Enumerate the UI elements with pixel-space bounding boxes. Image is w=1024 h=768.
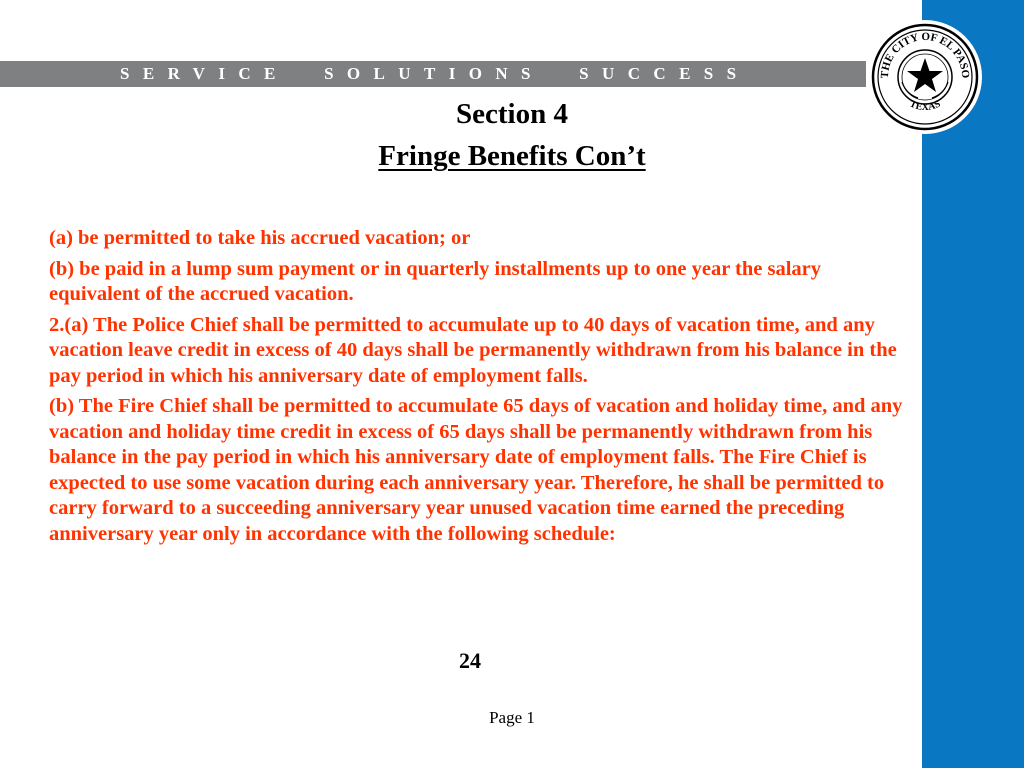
- slide-title-topic-text: Fringe Benefits Con’t: [378, 140, 646, 172]
- banner-slogan: SERVICE SOLUTIONS SUCCESS: [120, 64, 750, 83]
- body-content: [49, 226, 909, 552]
- paragraph-2b: (b) The Fire Chief shall be permitted to accumulate 65 days of vacation and holiday time, and any vacation and holiday time credit in excess of 65 days shall be permanently withdrawn from his balance in the pay period in which his anniversary date of employment falls. The Fire Chief is expected to use some vacation during each anniversary year. Therefore, he shall be permitted to carry forward to a succeeding anniversary year unused vacation time earned the preceding anniversary year only in accordance with the following schedule:: [49, 395, 903, 545]
- svg-text:THE CITY OF EL PASO: THE CITY OF EL PASO: [878, 30, 972, 79]
- paragraph-a: (a) be permitted to take his accrued vacation; or: [49, 227, 471, 249]
- slide-title-topic: [0, 139, 1024, 173]
- paragraph-b: (b) be paid in a lump sum payment or in quarterly installments up to one year the salary equivalent of the accrued vacation.: [49, 257, 822, 305]
- header-banner: [0, 61, 866, 87]
- svg-text:TEXAS: TEXAS: [907, 98, 943, 114]
- slide-number: 24: [459, 648, 481, 673]
- slide-title-section: Section 4: [456, 98, 568, 130]
- paragraph-2a: 2.(a) The Police Chief shall be permitted to accumulate up to 40 days of vacation time, and any vacation leave credit in excess of 40 days shall be permanently withdrawn from his balance in the pay period in which his anniversary date of employment falls.: [49, 313, 897, 387]
- page-label: Page 1: [489, 708, 535, 727]
